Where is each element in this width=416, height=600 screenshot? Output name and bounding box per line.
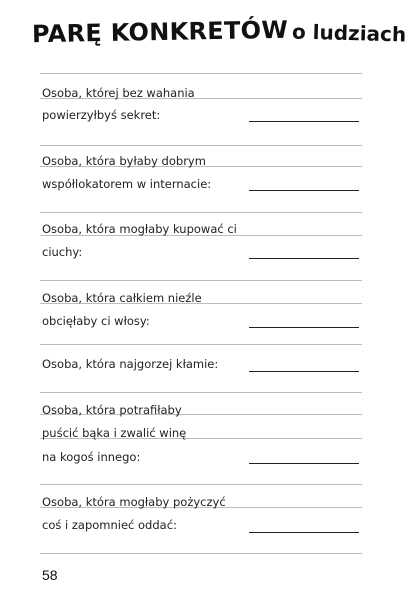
- ruled-line: [40, 280, 362, 281]
- answer-line[interactable]: [249, 463, 359, 464]
- ruled-line: [40, 553, 362, 554]
- answer-line[interactable]: [249, 121, 359, 122]
- page-number: 58: [42, 567, 58, 583]
- prompt-text: obcięłaby ci włosy:: [42, 314, 150, 328]
- answer-line[interactable]: [249, 258, 359, 259]
- prompt-text: puścić bąka i zwalić winę: [42, 426, 187, 440]
- prompt-text: powierzyłbyś sekret:: [42, 108, 161, 122]
- page-title: [31, 15, 407, 52]
- answer-line[interactable]: [249, 532, 359, 533]
- ruled-line: [40, 392, 362, 393]
- answer-line[interactable]: [249, 190, 359, 191]
- answer-line[interactable]: [249, 371, 359, 372]
- prompt-text: Osoba, która mogłaby kupować ci: [42, 222, 237, 236]
- ruled-line: [40, 484, 362, 485]
- answer-line[interactable]: [249, 327, 359, 328]
- page-title-rest: o ludziach: [291, 19, 407, 47]
- ruled-line: [40, 212, 362, 213]
- prompt-text: Osoba, która całkiem nieźle: [42, 291, 202, 305]
- prompt-text: Osoba, która potrafiłaby: [42, 403, 182, 417]
- prompt-text: Osoba, której bez wahania: [42, 86, 195, 100]
- ruled-line: [40, 344, 362, 345]
- prompt-text: Osoba, która mogłaby pożyczyć: [42, 495, 226, 509]
- prompt-text: Osoba, która najgorzej kłamie:: [42, 357, 219, 371]
- prompt-text: Osoba, która byłaby dobrym: [42, 154, 206, 168]
- prompt-text: ciuchy:: [42, 245, 83, 259]
- ruled-line: [40, 145, 362, 146]
- prompt-text: na kogoś innego:: [42, 450, 141, 464]
- page-title-caps: PARĘ KONKRETÓW: [31, 15, 289, 49]
- prompt-text: współlokatorem w internacie:: [42, 177, 212, 191]
- ruled-line: [40, 73, 362, 74]
- prompt-text: coś i zapomnieć oddać:: [42, 518, 177, 532]
